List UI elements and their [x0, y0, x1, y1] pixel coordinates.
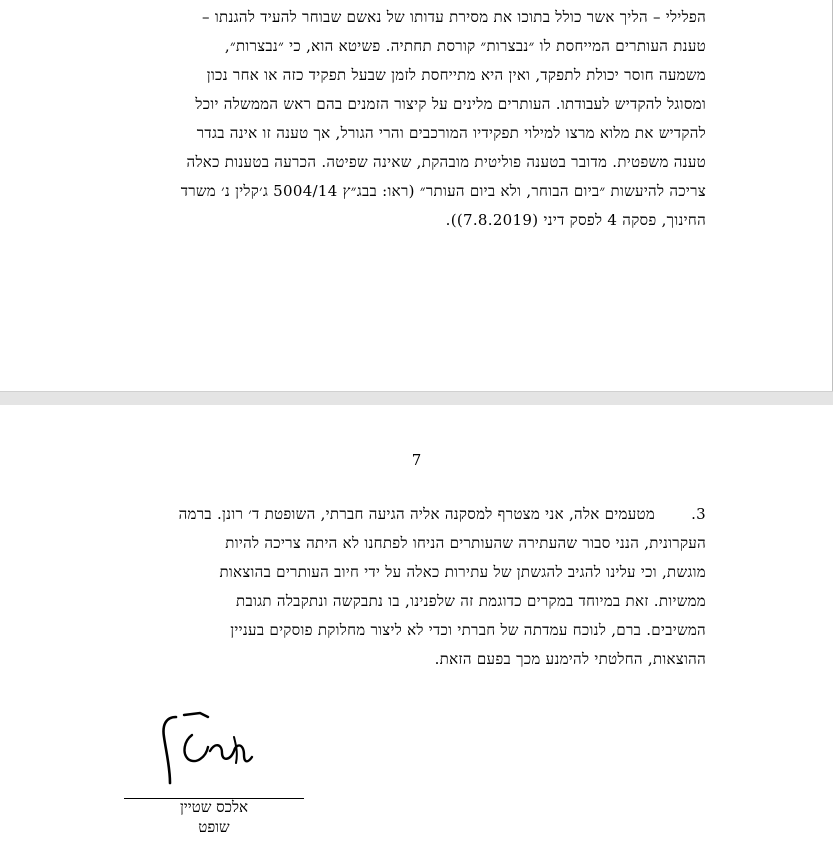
text-line: העקרונית, הנני סבור שהעתירה שהעותרים הניחו לפתחנו לא היתה צריכה להיות [225, 534, 706, 552]
text-line: צריכה להיעשות ״ביום הבוחר, ולא ביום העותר״ (ראו: בבג״ץ 5004/14 ג׳קלין נ׳ משרד [180, 182, 706, 200]
paragraph-3 [126, 500, 706, 674]
text-line: טענה משפטית. מדובר בטענה פוליטית מובהקת, שאינה שפיטה. הכרעה בטענות כאלה [186, 153, 706, 171]
page-number: 7 [411, 451, 422, 469]
judge-name: אלכס שטיין [179, 798, 249, 816]
text-line: החינוך, פסקה 4 לפסק דיני (7.8.2019)). [445, 211, 706, 229]
text-line: טענת העותרים המייחסת לו ״נבצרות״ קורסת תחתיה. פשיטא הוא, כי ״נבצרות״, [224, 37, 706, 55]
text-line: המשיבים. ברם, לנוכח עמדתה של חברתי וכדי לא ליצור מחלוקת פוסקים בעניין [230, 621, 706, 639]
text-line: ממשיות. זאת במיוחד במקרים כדוגמת זה שלפנינו, בו נתבקשה ונתקבלה תגובת [236, 592, 706, 610]
judge-title: שופט [198, 818, 230, 836]
text-line: הפלילי – הליך אשר כולל בתוכו את מסירת עדותו של נאשם שבוחר להעיד להגנתו – [202, 8, 706, 26]
document-page-upper [0, 0, 833, 392]
text-line: מוגשת, וכי עלינו להגיב להגשתן של עתירות כאלה על ידי חיוב העותרים בהוצאות [219, 563, 706, 581]
text-line: ומסוגל להקדיש לעבודתו. העותרים מלינים על קיצור הזמנים בהם ראש הממשלה יוכל [195, 95, 706, 113]
handwritten-signature [148, 707, 260, 793]
text-line: משמעה חוסר יכולת לתפקד, ואין היא מתייחסת לזמן שבעל תפקיד כזה או אחר נכון [206, 66, 706, 84]
paragraph-number: 3. [691, 505, 706, 523]
paragraph-continued [126, 3, 706, 235]
text-line: להקדיש את מלוא מרצו למילוי תפקידיו המורכבים והרי הגורל, אך טענה זו אינה בגדר [196, 124, 706, 142]
text-line: ההוצאות, החלטתי להימנע מכך בפעם הזאת. [434, 650, 706, 668]
page-separator [0, 391, 833, 406]
text-line: מטעמים אלה, אני מצטרף למסקנה אליה הגיעה חברתי, השופטת ד׳ רונן. ברמה [178, 505, 656, 523]
